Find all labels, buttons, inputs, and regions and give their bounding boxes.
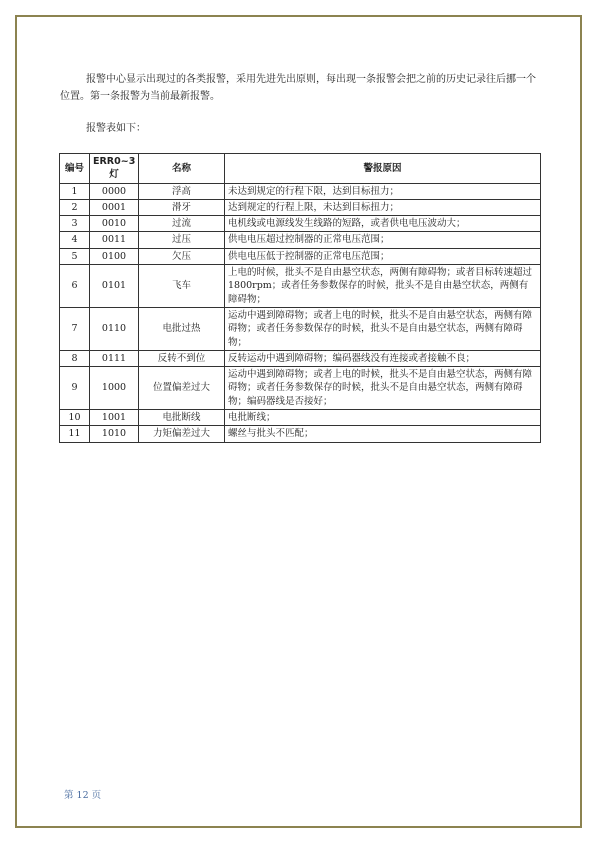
- cell-code: 0000: [90, 183, 139, 199]
- cell-number: 7: [60, 307, 90, 350]
- cell-number: 6: [60, 265, 90, 308]
- cell-name: 飞车: [139, 265, 225, 308]
- cell-code: 0010: [90, 216, 139, 232]
- cell-code: 0111: [90, 350, 139, 366]
- cell-name: 欠压: [139, 248, 225, 264]
- table-row: [60, 410, 541, 426]
- cell-reason: 供电电压低于控制器的正常电压范围；: [225, 248, 541, 264]
- cell-reason: 上电的时候，批头不是自由悬空状态，两侧有障碍物；或者目标转速超过 1800rpm；或者任务参数保存的时候，批头不是自由悬空状态，两侧有障碍物；: [225, 265, 541, 308]
- alarm-table: [59, 153, 541, 443]
- table-row: [60, 426, 541, 442]
- cell-name: 滑牙: [139, 199, 225, 215]
- cell-code: 0011: [90, 232, 139, 248]
- cell-code: 1000: [90, 367, 139, 410]
- cell-number: 2: [60, 199, 90, 215]
- cell-reason: 达到规定的行程上限，未达到目标扭力；: [225, 199, 541, 215]
- cell-name: 电批断线: [139, 410, 225, 426]
- cell-reason: 运动中遇到障碍物；或者上电的时候，批头不是自由悬空状态，两侧有障碍物；或者任务参数保存的时候，批头不是自由悬空状态，两侧有障碍物；: [225, 307, 541, 350]
- table-row: [60, 216, 541, 232]
- header-name: 名称: [139, 154, 225, 184]
- cell-code: 0001: [90, 199, 139, 215]
- cell-reason: 未达到规定的行程下限，达到目标扭力；: [225, 183, 541, 199]
- table-row: [60, 183, 541, 199]
- intro-paragraph: 报警中心显示出现过的各类报警，采用先进先出原则，每出现一条报警会把之前的历史记录往后挪一个位置。第一条报警为当前最新报警。: [60, 74, 536, 102]
- table-row: [60, 367, 541, 410]
- cell-reason: 螺丝与批头不匹配；: [225, 426, 541, 442]
- table-intro-label: 报警表如下：: [86, 123, 146, 134]
- cell-number: 9: [60, 367, 90, 410]
- cell-name: 电批过热: [139, 307, 225, 350]
- cell-reason: 电批断线；: [225, 410, 541, 426]
- cell-name: 位置偏差过大: [139, 367, 225, 410]
- cell-number: 4: [60, 232, 90, 248]
- cell-reason: 运动中遇到障碍物；或者上电的时候，批头不是自由悬空状态，两侧有障碍物；或者任务参数保存的时候，批头不是自由悬空状态，两侧有障碍物；编码器线是否接好；: [225, 367, 541, 410]
- table-row: [60, 307, 541, 350]
- cell-code: 1001: [90, 410, 139, 426]
- cell-code: 0100: [90, 248, 139, 264]
- cell-number: 3: [60, 216, 90, 232]
- cell-code: 0110: [90, 307, 139, 350]
- cell-number: 5: [60, 248, 90, 264]
- table-row: [60, 248, 541, 264]
- header-reason: 警报原因: [225, 154, 541, 184]
- header-err-lights: ERR0~3灯: [90, 154, 139, 184]
- table-row: [60, 350, 541, 366]
- cell-number: 8: [60, 350, 90, 366]
- cell-code: 1010: [90, 426, 139, 442]
- cell-name: 浮高: [139, 183, 225, 199]
- table-header-row: [60, 154, 541, 184]
- cell-number: 10: [60, 410, 90, 426]
- cell-reason: 电机线或电源线发生线路的短路，或者供电电压波动大；: [225, 216, 541, 232]
- table-row: [60, 199, 541, 215]
- cell-name: 反转不到位: [139, 350, 225, 366]
- cell-name: 过流: [139, 216, 225, 232]
- cell-name: 过压: [139, 232, 225, 248]
- alarm-table-body: [60, 183, 541, 442]
- cell-number: 11: [60, 426, 90, 442]
- table-row: [60, 265, 541, 308]
- header-number: 编号: [60, 154, 90, 184]
- cell-number: 1: [60, 183, 90, 199]
- page-number: 第 12 页: [64, 790, 102, 801]
- cell-reason: 反转运动中遇到障碍物；编码器线没有连接或者接触不良；: [225, 350, 541, 366]
- table-row: [60, 232, 541, 248]
- cell-reason: 供电电压超过控制器的正常电压范围；: [225, 232, 541, 248]
- cell-name: 力矩偏差过大: [139, 426, 225, 442]
- cell-code: 0101: [90, 265, 139, 308]
